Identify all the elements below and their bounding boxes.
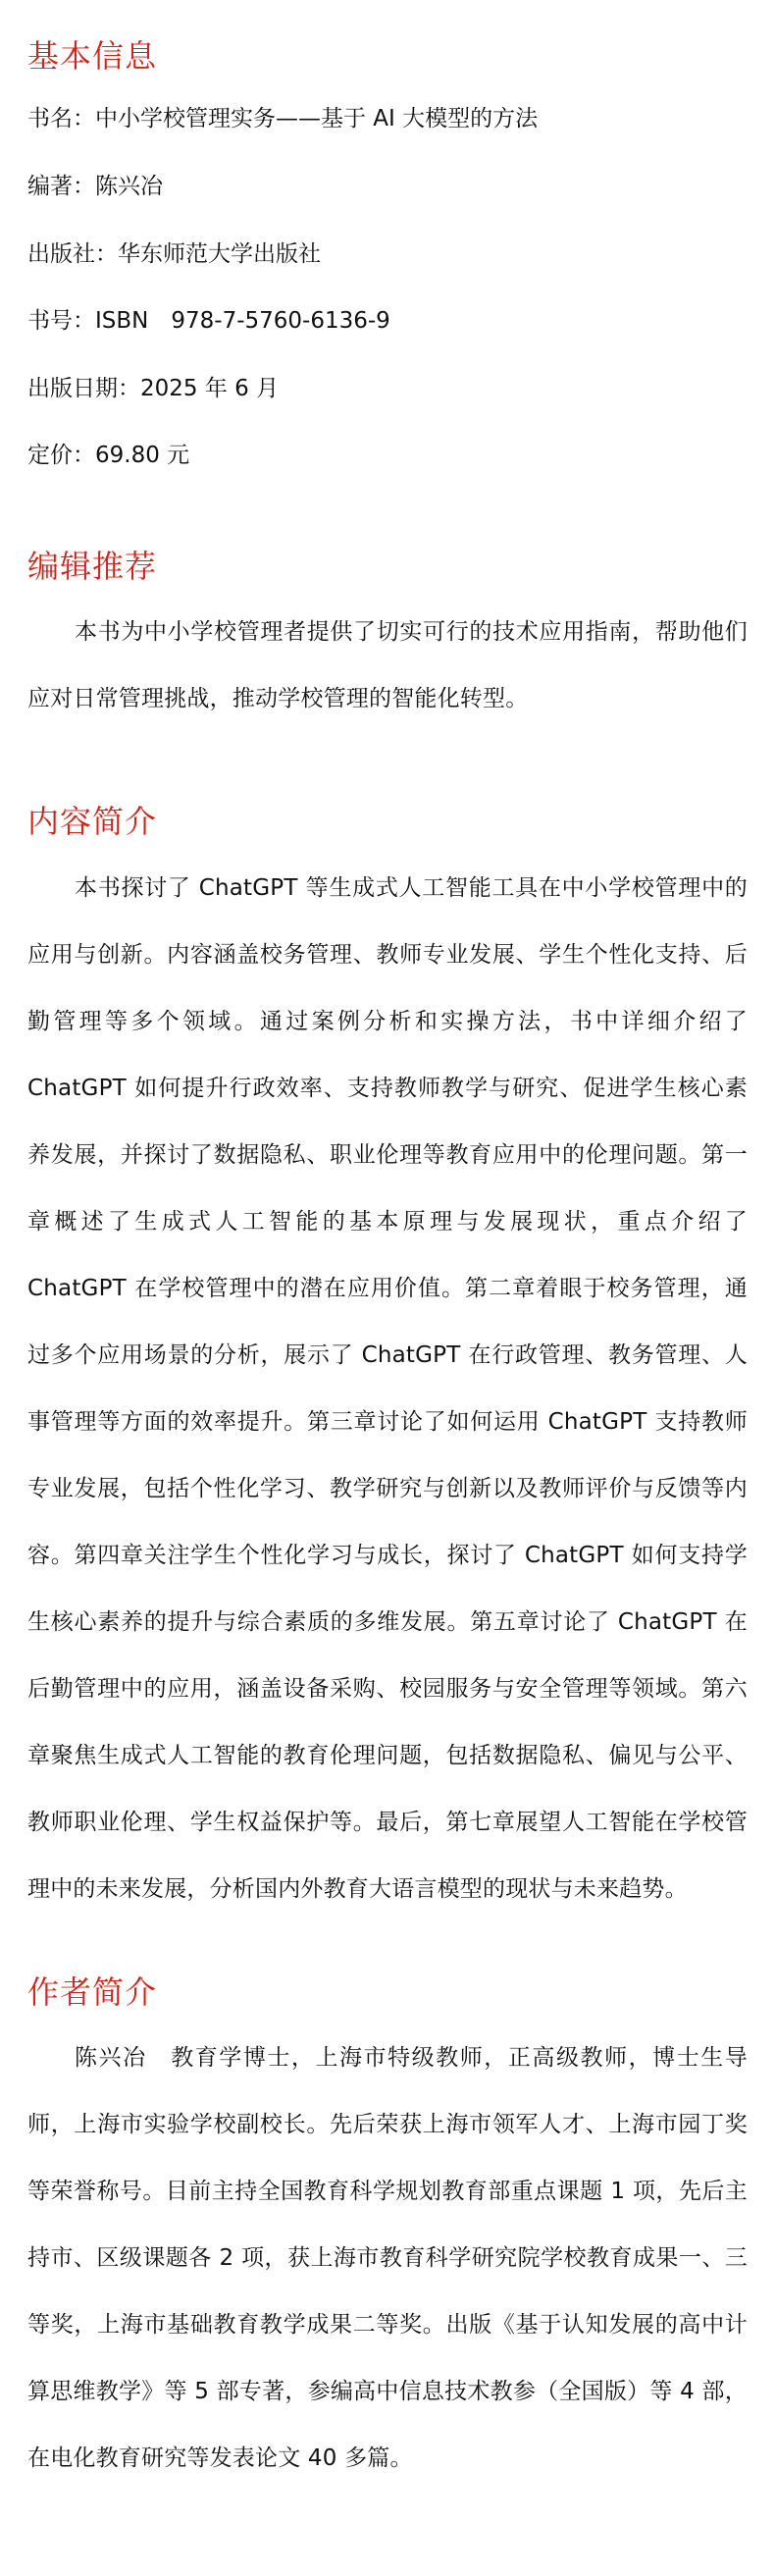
publish-date-line: 出版日期：2025 年 6 月 [27,375,280,401]
publisher-line: 出版社：华东师范大学出版社 [27,240,321,267]
editor-line: 编著：陈兴冶 [27,173,163,199]
price-line: 定价：69.80 元 [27,443,190,469]
author-intro-heading: 作者简介 [27,1972,158,2011]
isbn-line: 书号：ISBN 978-7-5760-6136-9 [27,308,390,335]
content-summary-section [27,732,748,1921]
author-intro-section [27,1922,748,2492]
content-summary-heading: 内容简介 [27,803,158,841]
editor-recommendation-heading: 编辑推荐 [27,547,158,585]
editor-recommendation-section [27,510,748,732]
basic-info-heading: 基本信息 [27,37,158,75]
editor-recommendation-text: 本书为中小学校管理者提供了切实可行的技术应用指南，帮助他们应对日常管理挑战，推动学校管理的智能化转型。 [27,619,748,712]
book-title-line: 书名：中小学校管理实务——基于 AI 大模型的方法 [27,106,539,132]
content-summary-text: 本书探讨了 ChatGPT 等生成式人工智能工具在中小学校管理中的应用与创新。内容涵盖校务管理、教师专业发展、学生个性化支持、后勤管理等多个领域。通过案例分析和实操方法，书中详细介绍了 ChatGPT 如何提升行政效率、支持教师教学与研究、促进学生核心素养发展，并探讨了数据隐私、职业伦理等教育应用中的伦理问题。第一章概述了生成式人工智能的基本原理与发展现状，重点介绍了 ChatGPT 在学校管理中的潜在应用价值。第二章着眼于校务管理，通过多个应用场景的分析，展示了 ChatGPT 在行政管理、教务管理、人事管理等方面的效率提升。第三章讨论了如何运用 ChatGPT 支持教师专业发展，包括个性化学习、教学研究与创新以及教师评价与反馈等内容。第四章关注学生个性化学习与成长，探讨了 ChatGPT 如何支持学生核心素养的提升与综合素质的多维发展。第五章讨论了 ChatGPT 在后勤管理中的应用，涵盖设备采购、校园服务与安全管理等领域。第六章聚焦生成式人工智能的教育伦理问题，包括数据隐私、偏见与公平、教师职业伦理、学生权益保护等。最后，第七章展望人工智能在学校管理中的未来发展，分析国内外教育大语言模型的现状与未来趋势。 [27,874,748,1902]
author-intro-text: 陈兴冶 教育学博士，上海市特级教师，正高级教师，博士生导师，上海市实验学校副校长。先后荣获上海市领军人才、上海市园丁奖等荣誉称号。目前主持全国教育科学规划教育部重点课题 1 项，先后主持市、区级课题各 2 项，获上海市教育科学研究院学校教育成果一、三等奖，上海市基础教育教学成果二等奖。出版《基于认知发展的高中计算思维教学》等 5 部专著，参编高中信息技术教参（全国版）等 4 部，在电化教育研究等发表论文 40 多篇。 [27,2045,748,2472]
basic-info-section [27,0,748,470]
